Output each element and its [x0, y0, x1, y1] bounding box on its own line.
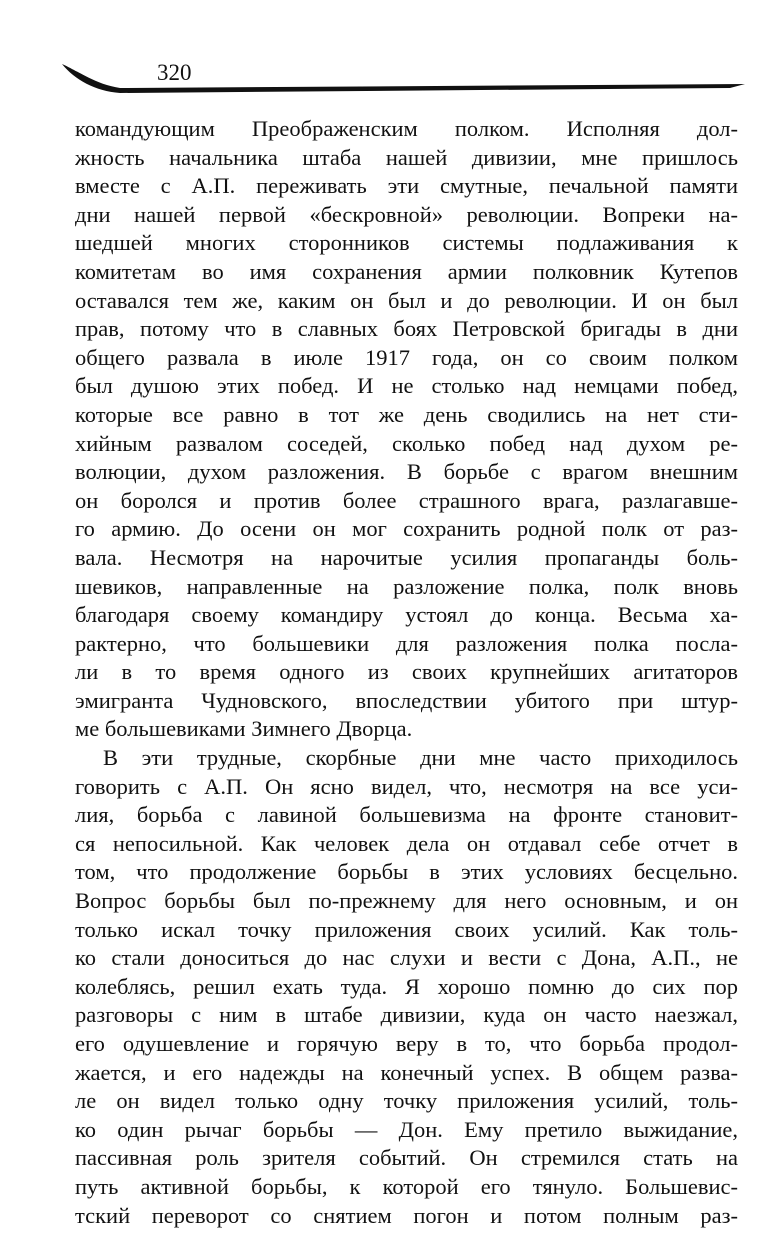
text-line: колеблясь, решил ехать туда. Я хорошо помню до сих пор [75, 973, 738, 999]
text-line: тский переворот со снятием погон и потом полным раз- [75, 1202, 738, 1228]
text-line: дни нашей первой «бескровной» революции. Вопреки на- [75, 201, 738, 227]
text-line: шевиков, направленные на разложение полка, полк вновь [75, 573, 738, 599]
text-line: общего развала в июле 1917 года, он со своим полком [75, 344, 738, 370]
text-line: вместе с А.П. переживать эти смутные, печальной памяти [75, 173, 738, 199]
body-text [75, 115, 738, 1230]
text-line: ме большевиками Зимнего Дворца. [75, 716, 413, 742]
text-line: путь активной борьбы, к которой его тянуло. Большевис- [75, 1173, 738, 1199]
running-header [60, 58, 750, 98]
text-line: командующим Преображенским полком. Исполняя дол- [75, 116, 738, 141]
text-line: жность начальника штаба нашей дивизии, мне пришлось [75, 144, 738, 170]
text-line: эмигранта Чудновского, впоследствии убитого при штур- [75, 687, 738, 713]
text-line: волюции, духом разложения. В борьбе с врагом внешним [75, 459, 738, 485]
text-line: говорить с А.П. Он ясно видел, что, несмотря на все уси- [75, 773, 738, 799]
text-line: которые все равно в тот же день сводились на нет сти- [75, 401, 738, 427]
text-line: ко один рычаг борьбы — Дон. Ему претило выжидание, [75, 1116, 738, 1142]
text-line: он боролся и против более страшного врага, разлагавше- [75, 487, 738, 513]
text-line: благодаря своему командиру устоял до конца. Весьма ха- [75, 602, 738, 628]
text-line: В эти трудные, скорбные дни мне часто приходилось [103, 745, 738, 771]
text-line: го армию. До осени он мог сохранить родной полк от раз- [75, 516, 738, 542]
page-number: 320 [157, 60, 192, 85]
text-line: Вопрос борьбы был по-прежнему для него основным, и он [75, 888, 738, 914]
text-line: был душою этих побед. И не столько над немцами побед, [75, 373, 738, 399]
text-line: пассивная роль зрителя событий. Он стремился стать на [75, 1145, 738, 1171]
text-line: ко стали доноситься до нас слухи и вести с Дона, А.П., не [75, 945, 738, 971]
text-line: ли в то время одного из своих крупнейших агитаторов [75, 659, 738, 685]
text-line: оставался тем же, каким он был и до революции. И он был [75, 287, 738, 313]
text-line: рактерно, что большевики для разложения полка посла- [75, 630, 738, 656]
text-line: ле он видел только одну точку приложения усилий, толь- [75, 1088, 738, 1114]
text-line: разговоры с ним в штабе дивизии, куда он часто наезжал, [75, 1002, 738, 1028]
text-line: только искал точку приложения своих усилий. Как толь- [75, 916, 738, 942]
text-line: лия, борьба с лавиной большевизма на фронте становит- [75, 802, 738, 828]
text-line: вала. Несмотря на нарочитые усилия пропаганды боль- [75, 544, 738, 570]
text-line: комитетам во имя сохранения армии полковник Кутепов [75, 258, 738, 284]
text-line: прав, потому что в славных боях Петровской бригады в дни [75, 316, 738, 342]
text-line: ся непосильной. Как человек дела он отдавал себе отчет в [75, 830, 738, 856]
text-line: шедшей многих сторонников системы подлаживания к [75, 230, 738, 256]
text-line: его одушевление и горячую веру в то, что борьба продол- [75, 1031, 738, 1056]
text-line: том, что продолжение борьбы в этих условиях бесцельно. [75, 859, 738, 885]
text-line: хийным развалом соседей, сколько побед над духом ре- [75, 430, 738, 456]
text-line: жается, и его надежды на конечный успех. В общем разва- [75, 1059, 738, 1085]
